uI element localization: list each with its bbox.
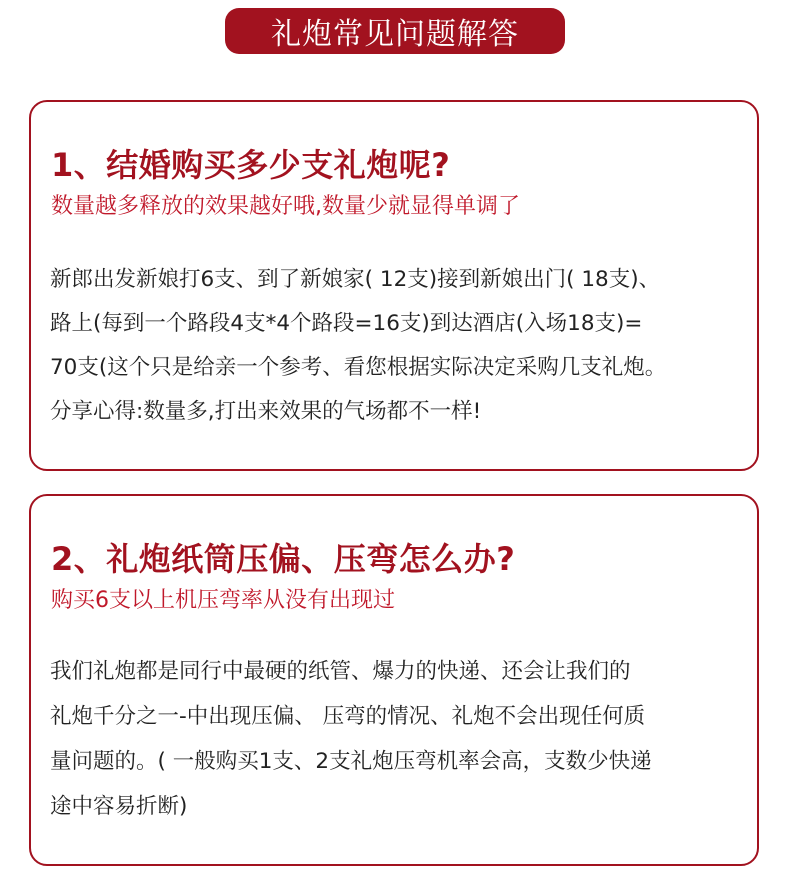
- faq-answer-line: 我们礼炮都是同行中最硬的纸管、爆力的快递、还会让我们的: [50, 659, 631, 684]
- faq-answer-line: 路上(每到一个路段4支*4个路段=16支)到达酒店(入场18支)=: [50, 311, 643, 336]
- faq-question-title: 1、结婚购买多少支礼炮呢?: [51, 146, 451, 184]
- faq-answer-body: [50, 649, 747, 829]
- faq-answer-summary: 数量越多释放的效果越好哦,数量少就显得单调了: [51, 194, 520, 219]
- faq-answer-line: 新郎出发新娘打6支、到了新娘家( 12支)接到新娘出门( 18支)、: [50, 267, 661, 292]
- page-header: [225, 8, 565, 54]
- faq-answer-line: 礼炮千分之一-中出现压偏、 压弯的情况、礼炮不会出现任何质: [50, 704, 646, 729]
- faq-answer-body: [50, 258, 747, 434]
- faq-answer-line: 途中容易折断): [50, 794, 188, 819]
- page-title: 礼炮常见问题解答: [271, 17, 519, 52]
- faq-answer-line: 量问题的。( 一般购买1支、2支礼炮压弯机率会高，支数少快递: [50, 749, 652, 774]
- faq-answer-line: 分享心得:数量多,打出来效果的气场都不一样!: [50, 399, 482, 424]
- faq-card-1: [29, 100, 759, 471]
- faq-answer-summary: 购买6支以上机压弯率从没有出现过: [51, 588, 395, 613]
- faq-question-title: 2、礼炮纸筒压偏、压弯怎么办?: [51, 540, 516, 578]
- faq-card-2: [29, 494, 759, 866]
- faq-answer-line: 70支(这个只是给亲一个参考、看您根据实际决定采购几支礼炮。: [50, 355, 667, 380]
